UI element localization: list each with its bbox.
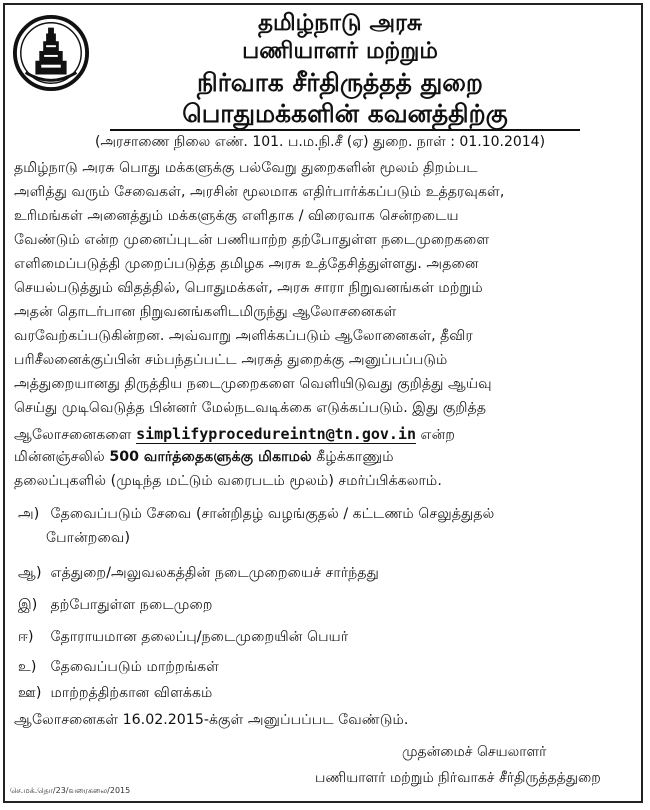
body-line: எளிமைப்படுத்தி முறைப்படுத்த தமிழக அரசு உத்தேசித்துள்ளது. அதனை: [14, 256, 479, 272]
list-item: [18, 685, 212, 703]
list-item-continuation: போன்றவை): [46, 530, 130, 546]
header-public-notice: பொதுமக்களின் கவனத்திற்கு: [110, 100, 580, 131]
header-government: தமிழ்நாடு அரசு: [258, 10, 422, 36]
body-line: வேண்டும் என்ற முனைப்புடன் பணியாற்ற தற்போதுள்ள நடைமுறைகளை: [14, 232, 490, 248]
word-limit-suffix: கீழ்க்காணும்: [316, 449, 394, 465]
list-item-label: அ): [18, 506, 40, 522]
list-item: [18, 629, 348, 647]
list-item-label: ஆ): [18, 565, 42, 581]
body-line: அளித்து வரும் சேவைகள், அரசின் மூலமாக எதிர்பார்க்கப்படும் உத்தரவுகள்,: [14, 184, 505, 200]
body-line: பரிசீலனைக்குப்பின் சம்பந்தப்பட்ட அரசுத் துறைக்கு அனுப்பப்படும்: [14, 352, 448, 368]
email-address-link[interactable]: simplifyprocedureintn@tn.gov.in: [136, 425, 417, 443]
list-item: [18, 597, 213, 615]
header-department-part1: பணியாளர் மற்றும்: [242, 38, 438, 64]
signatory-department: பணியாளர் மற்றும் நிர்வாகச் சீர்திருத்தத்துறை: [315, 770, 601, 786]
list-item-text: மாற்றத்திற்கான விளக்கம்: [50, 685, 213, 701]
list-item-text: எத்துறை/அலுவலகத்தின் நடைமுறையைச் சார்ந்தது: [50, 565, 379, 581]
list-item-text: தோராயமான தலைப்பு/நடைமுறையின் பெயர்: [50, 629, 349, 645]
list-item-label: உ): [18, 659, 37, 675]
body-line: செய்து முடிவெடுத்த பின்னர் மேல்நடவடிக்கை எடுக்கப்படும். இது குறித்த: [14, 400, 487, 416]
list-item: [18, 659, 219, 677]
list-item-label: இ): [18, 597, 38, 613]
list-item-text: தேவைப்படும் மாற்றங்கள்: [50, 659, 219, 675]
list-item: [18, 565, 379, 583]
advertisement-reference-number: செ.மக்.தொ/23/வரைகலை/2015: [10, 786, 131, 795]
tamil-nadu-emblem-icon: [12, 14, 90, 92]
header-department-part2: நிர்வாக சீர்திருத்தத் துறை: [197, 68, 483, 97]
body-line: வரவேற்கப்படுகின்றன. அவ்வாறு அளிக்கப்படும் ஆலோனைகள், தீவிர: [14, 328, 473, 344]
list-item-label: ஈ): [18, 629, 34, 645]
list-item-text: தற்போதுள்ள நடைமுறை: [50, 597, 213, 613]
government-order-reference: (அரசாணை நிலை எண். 101. ப.ம.நி.சீ (ஏ) துறை. நாள் : 01.10.2014): [94, 134, 546, 150]
list-item-text: தேவைப்படும் சேவை (சான்றிதழ் வழங்குதல் / கட்டணம் செலுத்துதல்: [50, 506, 495, 522]
body-line: அத்துறையானது திருத்திய நடைமுறைகளை வெளியிடுவது குறித்து ஆய்வு: [14, 376, 492, 392]
submission-deadline: ஆலோசனைகள் 16.02.2015-க்குள் அனுப்பப்பட வேண்டும்.: [14, 712, 409, 728]
email-line: [14, 425, 632, 445]
body-last-line: தலைப்புகளில் (முடிந்த மட்டும் வரைபடம் மூலம்) சமர்ப்பிக்கலாம்.: [14, 473, 442, 489]
body-line: உரிமங்கள் அனைத்தும் மக்களுக்கு எளிதாக / விரைவாக சென்றடைய: [14, 208, 459, 224]
email-suffix: என்ற: [420, 427, 456, 443]
signatory-title: முதன்மைச் செயலாளர்: [402, 744, 547, 760]
body-line: அதன் தொடர்பான நிறுவனங்களிடமிருந்து ஆலோசனைகள்: [14, 304, 397, 320]
email-prefix: ஆலோசனைகளை: [14, 427, 132, 443]
list-item: [18, 506, 494, 524]
list-item-label: ஊ): [18, 685, 42, 701]
word-limit-line: [14, 449, 632, 467]
body-line: தமிழ்நாடு அரசு பொது மக்களுக்கு பல்வேறு துறைகளின் மூலம் திறம்பட: [14, 160, 478, 176]
word-limit-prefix: மின்னஞ்சலில்: [14, 449, 105, 465]
body-line: செயல்படுத்தும் விதத்தில், பொதுமக்கள், அரசு சாரா நிறுவனங்கள் மற்றும்: [14, 280, 483, 296]
word-limit: 500 வார்த்தைகளுக்கு மிகாமல்: [109, 449, 312, 465]
